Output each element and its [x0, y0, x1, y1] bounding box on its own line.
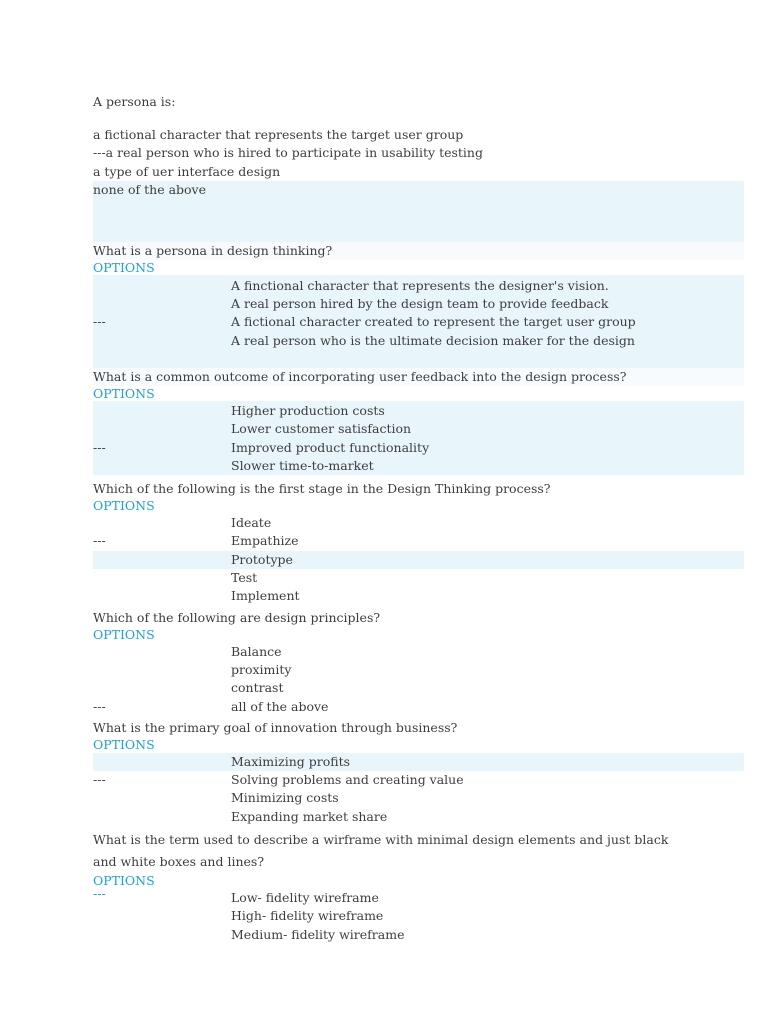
option-item: Balance	[231, 643, 282, 659]
question-text: What is the primary goal of innovation through business?	[93, 719, 458, 735]
option-item: Minimizing costs	[231, 790, 339, 806]
option-item: A finctional character that represents the designer's vision.	[231, 277, 609, 293]
question-text: What is the term used to describe a wirframe with minimal design elements and just black and white boxes and lines?	[93, 831, 669, 869]
question-text: Which of the following are design principles?	[93, 609, 381, 625]
intro-question: A persona is:	[93, 94, 176, 109]
answer-marker: ---	[93, 533, 106, 549]
option-item	[93, 771, 744, 789]
question-block	[93, 368, 744, 475]
question-block	[93, 609, 744, 716]
answer-marker: ---	[93, 885, 106, 901]
option-item: A real person who is the ultimate decision maker for the design	[231, 332, 635, 348]
intro-answer: a type of uer interface design	[93, 163, 281, 179]
option-item	[93, 532, 744, 550]
options-label: OPTIONS	[93, 259, 155, 275]
question-block	[93, 480, 744, 605]
options-list	[93, 642, 744, 716]
option-item: Slower time-to-market	[231, 457, 374, 473]
options-list	[93, 401, 744, 475]
answer-marker: ---	[93, 698, 106, 714]
option-item: Lower customer satisfaction	[231, 421, 412, 437]
option-item: A real person hired by the design team to provide feedback	[231, 296, 609, 312]
intro-answer-block	[93, 181, 744, 242]
option-item: High- fidelity wireframe	[231, 908, 384, 924]
intro-answer: ---a real person who is hired to participate in usability testing	[93, 145, 483, 161]
options-list	[93, 513, 744, 605]
option-item	[93, 698, 744, 716]
option-item: proximity	[231, 661, 292, 677]
option-text: Solving problems and creating value	[231, 772, 464, 788]
intro-answer: a fictional character that represents the target user group	[93, 127, 464, 143]
option-item: Implement	[231, 588, 300, 604]
question-block	[93, 719, 744, 826]
option-item	[93, 439, 744, 457]
answer-marker: ---	[93, 314, 106, 330]
option-text: Empathize	[231, 533, 299, 549]
option-item	[93, 313, 744, 331]
question-text: What is a persona in design thinking?	[93, 242, 744, 260]
options-list	[93, 275, 744, 368]
option-text: A fictional character created to represent the target user group	[231, 314, 636, 330]
question-text: What is a common outcome of incorporating user feedback into the design process?	[93, 368, 744, 386]
option-item: Ideate	[231, 515, 272, 531]
option-text: Improved product functionality	[231, 439, 430, 455]
option-item: Medium- fidelity wireframe	[231, 926, 405, 942]
option-item: Maximizing profits	[93, 753, 744, 771]
options-label: OPTIONS	[93, 626, 155, 642]
quiz-content	[93, 93, 744, 944]
option-item: Test	[231, 570, 258, 586]
option-text: Low- fidelity wireframe	[231, 889, 379, 905]
options-list	[93, 752, 744, 826]
answer-marker: ---	[93, 439, 106, 455]
option-item	[93, 885, 744, 907]
answer-marker: ---	[93, 772, 106, 788]
question-block	[93, 829, 744, 944]
option-item: Expanding market share	[231, 808, 388, 824]
options-label: OPTIONS	[93, 498, 155, 514]
options-label: OPTIONS	[93, 385, 155, 401]
question-block	[93, 242, 744, 368]
option-text: all of the above	[231, 698, 329, 714]
intro-answer: none of the above	[93, 181, 207, 197]
option-item: Higher production costs	[231, 402, 385, 418]
options-label: OPTIONS	[93, 736, 155, 752]
option-item: Prototype	[93, 551, 744, 569]
options-label: OPTIONS	[93, 872, 155, 888]
option-item: contrast	[231, 680, 284, 696]
question-text: Which of the following is the first stage in the Design Thinking process?	[93, 481, 551, 497]
options-list	[93, 885, 744, 944]
